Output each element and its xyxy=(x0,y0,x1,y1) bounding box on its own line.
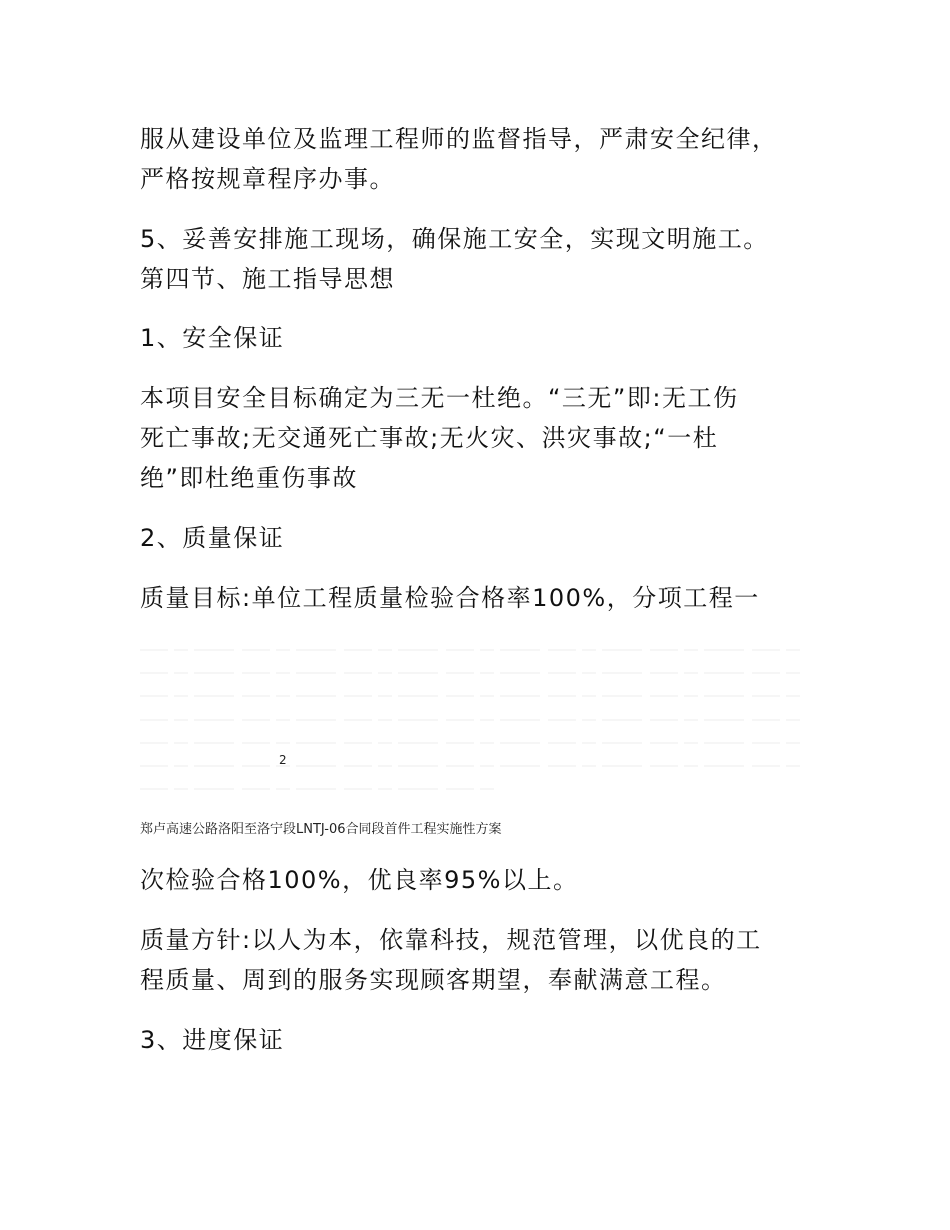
section-heading: 第四节、施工指导思想 xyxy=(140,265,395,293)
subheading-quality: 2、质量保证 xyxy=(140,524,285,552)
body-line-6: 绝”即杜绝重伤事故 xyxy=(140,464,358,492)
subheading-schedule: 3、进度保证 xyxy=(140,1026,285,1054)
faint-page-break-lines xyxy=(140,646,805,796)
subheading-safety: 1、安全保证 xyxy=(140,324,285,352)
body-line-8: 次检验合格100%，优良率95%以上。 xyxy=(140,866,579,894)
body-line-2: 严格按规章程序办事。 xyxy=(140,165,395,193)
body-line-1: 服从建设单位及监理工程师的监督指导，严肃安全纪律， xyxy=(140,125,778,153)
body-line-5: 死亡事故;无交通死亡事故;无火灾、洪灾事故;“一杜 xyxy=(140,424,719,452)
body-line-3: 5、妥善安排施工现场，确保施工安全，实现文明施工。 xyxy=(140,225,769,253)
body-line-4: 本项目安全目标确定为三无一杜绝。“三无”即:无工伤 xyxy=(140,384,739,412)
body-line-9: 质量方针:以人为本，依靠科技，规范管理，以优良的工 xyxy=(140,926,762,954)
body-line-10: 程质量、周到的服务实现顾客期望，奉献满意工程。 xyxy=(140,966,727,994)
running-header: 郑卢高速公路洛阳至洛宁段LNTJ-06合同段首件工程实施性方案 xyxy=(140,822,502,837)
body-line-7: 质量目标:单位工程质量检验合格率100%，分项工程一 xyxy=(140,584,760,612)
page-number: 2 xyxy=(279,753,287,767)
